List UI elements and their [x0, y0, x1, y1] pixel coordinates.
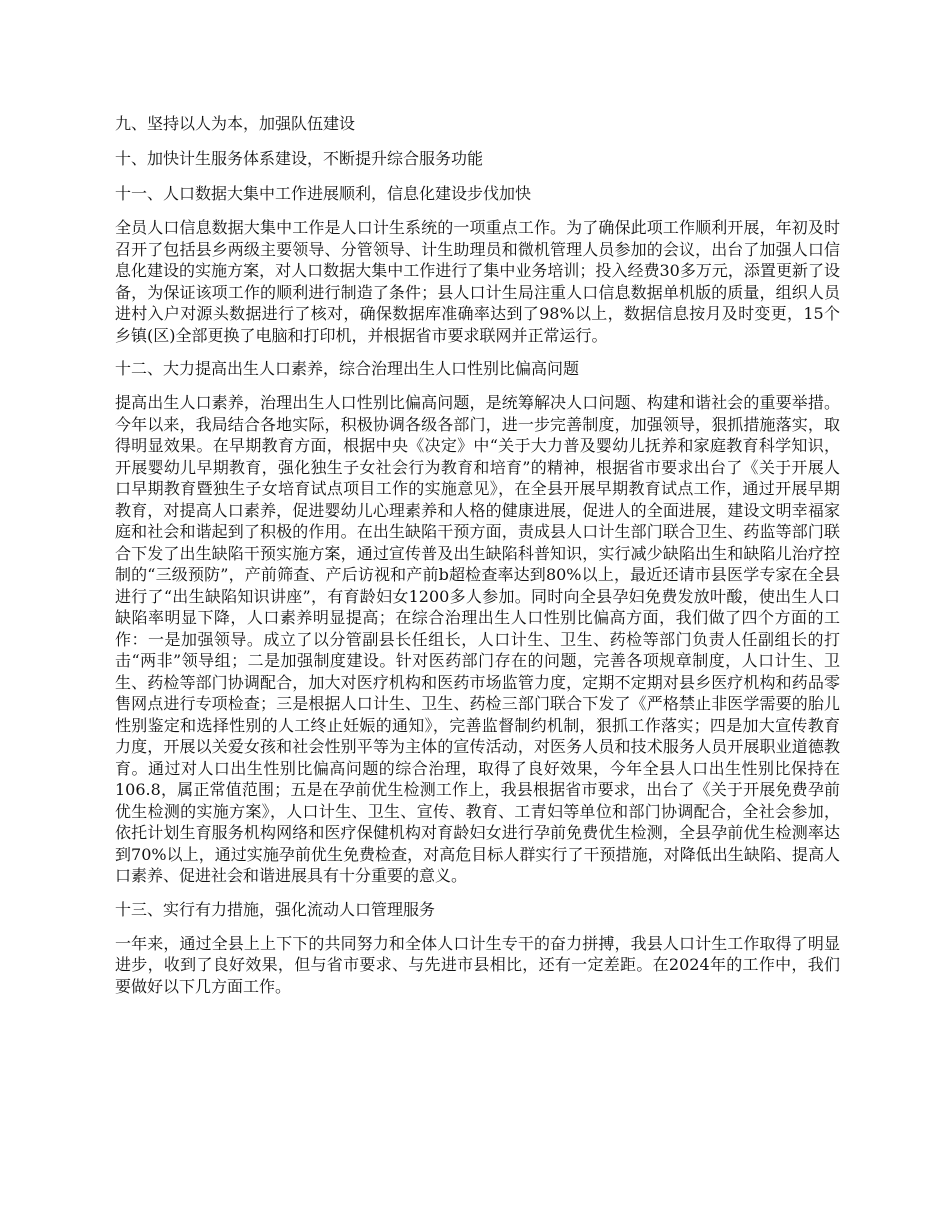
section-heading-13: 十三、实行有力措施，强化流动人口管理服务 [115, 899, 436, 919]
section-paragraph-11: 全员人口信息数据大集中工作是人口计生系统的一项重点工作。为了确保此项工作顺利开展，年初及时召开了包括县乡两级主要领导、分管领导、计生助理员和微机管理人员参加的会议，出台了加强人口信息化建设的实施方案，对人口数据大集中工作进行了集中业务培训；投入经费30多万元，添置更新了设备，为保证该项工作的顺利进行制造了条件；县人口计生局注重人口信息数据单机版的质量，组织人员进村入户对源头数据进行了核对，确保数据库准确率达到了98%以上，数据信息按月及时变更，15个乡镇(区)全部更换了电脑和打印机，并根据省市要求联网并正常运行。 [115, 218, 840, 345]
section-heading-9: 九、坚持以人为本，加强队伍建设 [115, 114, 356, 133]
section-heading-12: 十二、大力提高出生人口素养，综合治理出生人口性别比偏高问题 [115, 359, 580, 378]
document-page [115, 112, 840, 1008]
section-paragraph-13: 一年来，通过全县上上下下的共同努力和全体人口计生专干的奋力拼搏，我县人口计生工作取得了明显进步，收到了良好效果，但与省市要求、与先进市县相比，还有一定差距。在2024年的工作中，我们要做好以下几方面工作。 [115, 933, 840, 996]
section-heading-10: 十、加快计生服务体系建设，不断提升综合服务功能 [115, 149, 484, 168]
section-paragraph-12: 提高出生人口素养，治理出生人口性别比偏高问题，是统筹解决人口问题、构建和谐社会的重要举措。今年以来，我局结合各地实际，积极协调各级各部门，进一步完善制度，加强领导，狠抓措施落实，取得明显效果。在早期教育方面，根据中央《决定》中“关于大力普及婴幼儿抚养和家庭教育科学知识，开展婴幼儿早期教育，强化独生子女社会行为教育和培育”的精神，根据省市要求出台了《关于开展人口早期教育暨独生子女培育试点项目工作的实施意见》，在全县开展早期教育试点工作，通过开展早期教育，对提高人口素养，促进婴幼儿心理素养和人格的健康进展，促进人的全面进展，建设文明幸福家庭和社会和谐起到了积极的作用。在出生缺陷干预方面，责成县人口计生部门联合卫生、药监等部门联合下发了出生缺陷干预实施方案，通过宣传普及出生缺陷科普知识，实行减少缺陷出生和缺陷儿治疗控制的“三级预防”，产前筛查、产后访视和产前b超检查率达到80%以上，最近还请市县医学专家在全县进行了“出生缺陷知识讲座”，有育龄妇女1200多人参加。同时向全县孕妇免费发放叶酸，使出生人口缺陷率明显下降，人口素养明显提高；在综合治理出生人口性别比偏高方面，我们做了四个方面的工作：一是加强领导。成立了以分管副县长任组长，人口计生、卫生、药检等部门负责人任副组长的打击“两非”领导组；二是加强制度建设。针对医药部门存在的问题，完善各项规章制度，人口计生、卫生、药检等部门协调配合，加大对医疗机构和医药市场监管力度，定期不定期对县乡医疗机构和药品零售网点进行专项检查；三是根据人口计生、卫生、药检三部门联合下发了《严格禁止非医学需要的胎儿性别鉴定和选择性别的人工终止妊娠的通知》，完善监督制约机制，狠抓工作落实；四是加大宣传教育力度，开展以关爱女孩和社会性别平等为主体的宣传活动，对医务人员和技术服务人员开展职业道德教育。通过对人口出生性别比偏高问题的综合治理，取得了良好效果，今年全县人口出生性别比保持在106.8，属正常值范围；五是在孕前优生检测工作上，我县根据省市要求，出台了《关于开展免费孕前优生检测的实施方案》，人口计生、卫生、宣传、教育、工青妇等单位和部门协调配合，全社会参加，依托计划生育服务机构网络和医疗保健机构对育龄妇女进行孕前免费优生检测，全县孕前优生检测率达到70%以上，通过实施孕前优生免费检查，对高危目标人群实行了干预措施，对降低出生缺陷、提高人口素养、促进社会和谐进展具有十分重要的意义。 [115, 393, 840, 885]
section-heading-11: 十一、人口数据大集中工作进展顺利，信息化建设步伐加快 [115, 184, 532, 203]
